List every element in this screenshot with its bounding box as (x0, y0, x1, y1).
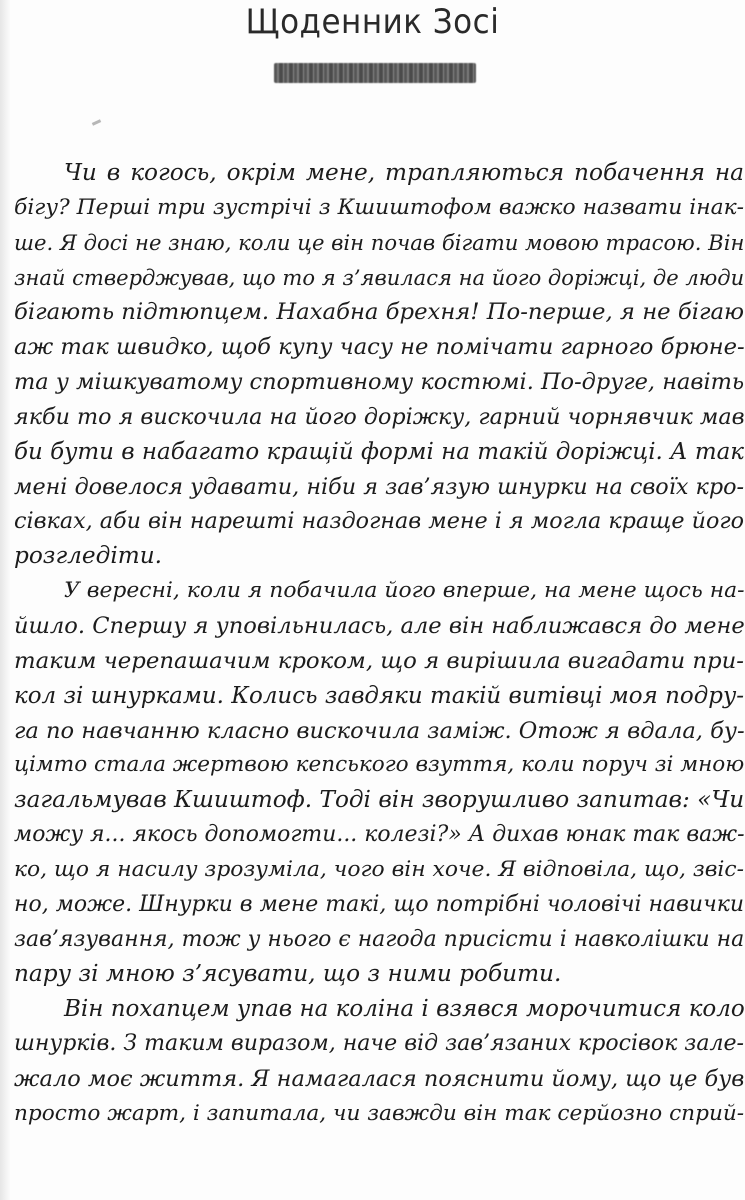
text-line: та у мішкуватому спортивному костюмі. По-друге, навіть (14, 369, 745, 396)
text-line: таким черепашачим кроком, що я вирішила вигадати при- (14, 647, 744, 674)
text-line: Він похапцем упав на коліна і взявся морочитися коло (64, 996, 745, 1023)
text-line: У вересні, коли я побачила його вперше, на мене щось на- (64, 578, 745, 604)
text-line: можу я... якось допомогти... колезі?» А дихав юнак так важ- (14, 822, 745, 848)
text-line: пару зі мною з’ясувати, що з ними робити. (14, 960, 562, 988)
text-line: просто жарт, і запитала, чи завжди він так серйозно сприй- (14, 1100, 745, 1126)
text-line: зав’язування, тож у нього є нагода присісти і навколішки на (14, 926, 745, 952)
scan-speck (92, 119, 101, 126)
text-line: аж так швидко, щоб купу часу не помічати гарного брюне- (14, 334, 745, 361)
text-line: шнурків. З таким виразом, наче від зав’язаних кросівок зале- (14, 1031, 744, 1057)
text-line: знай стверджував, що то я з’явилася на його доріжці, де люди (14, 264, 745, 290)
text-line: га по навчанню класно вискочила заміж. Отож я вдала, бу- (14, 717, 745, 744)
text-line: кол зі шнурками. Колись завдяки такій витівці моя подру- (14, 682, 744, 709)
body-text (14, 156, 744, 1132)
text-line: сівках, аби він нарешті наздогнав мене і я могла краще його (14, 508, 745, 535)
text-line: ше. Я досі не знаю, коли це він почав бігати мовою трасою. Він (14, 229, 745, 255)
text-line: мені довелося удавати, ніби я зав’язую шнурки на своїх кро- (14, 473, 744, 500)
text-line: йшло. Спершу я уповільнилась, але він наближався до мене (14, 612, 745, 639)
chapter-title: Щоденник Зосі (245, 2, 500, 42)
text-line: но, може. Шнурки в мене такі, що потрібні чоловічі навички (14, 891, 745, 917)
text-line: якби то я вискочила на його доріжку, гарний чорнявчик мав (14, 403, 745, 430)
title-ornament (274, 63, 476, 83)
text-line: жало моє життя. Я намагалася пояснити йому, що це був (14, 1065, 745, 1092)
text-line: ко, що я насилу зрозуміла, чого він хоче. Я відповіла, що, звіс- (14, 856, 744, 882)
text-line: цімто стала жертвою кепського взуття, коли поруч зі мною (14, 752, 745, 778)
text-line: бігають підтюпцем. Нахабна брехня! По-перше, я не бігаю (14, 299, 744, 326)
text-line: бігу? Перші три зустрічі з Кшиштофом важко назвати інак- (14, 194, 744, 220)
text-line: Чи в когось, окрім мене, трапляються побачення на (64, 159, 744, 186)
text-line: би бути в набагато кращій формі на такій доріжці. А так (14, 438, 744, 465)
page-edge-shadow (0, 0, 10, 1200)
text-line: розгледіти. (14, 542, 163, 570)
text-line: загальмував Кшиштоф. Тоді він зворушливо запитав: «Чи (14, 786, 745, 814)
